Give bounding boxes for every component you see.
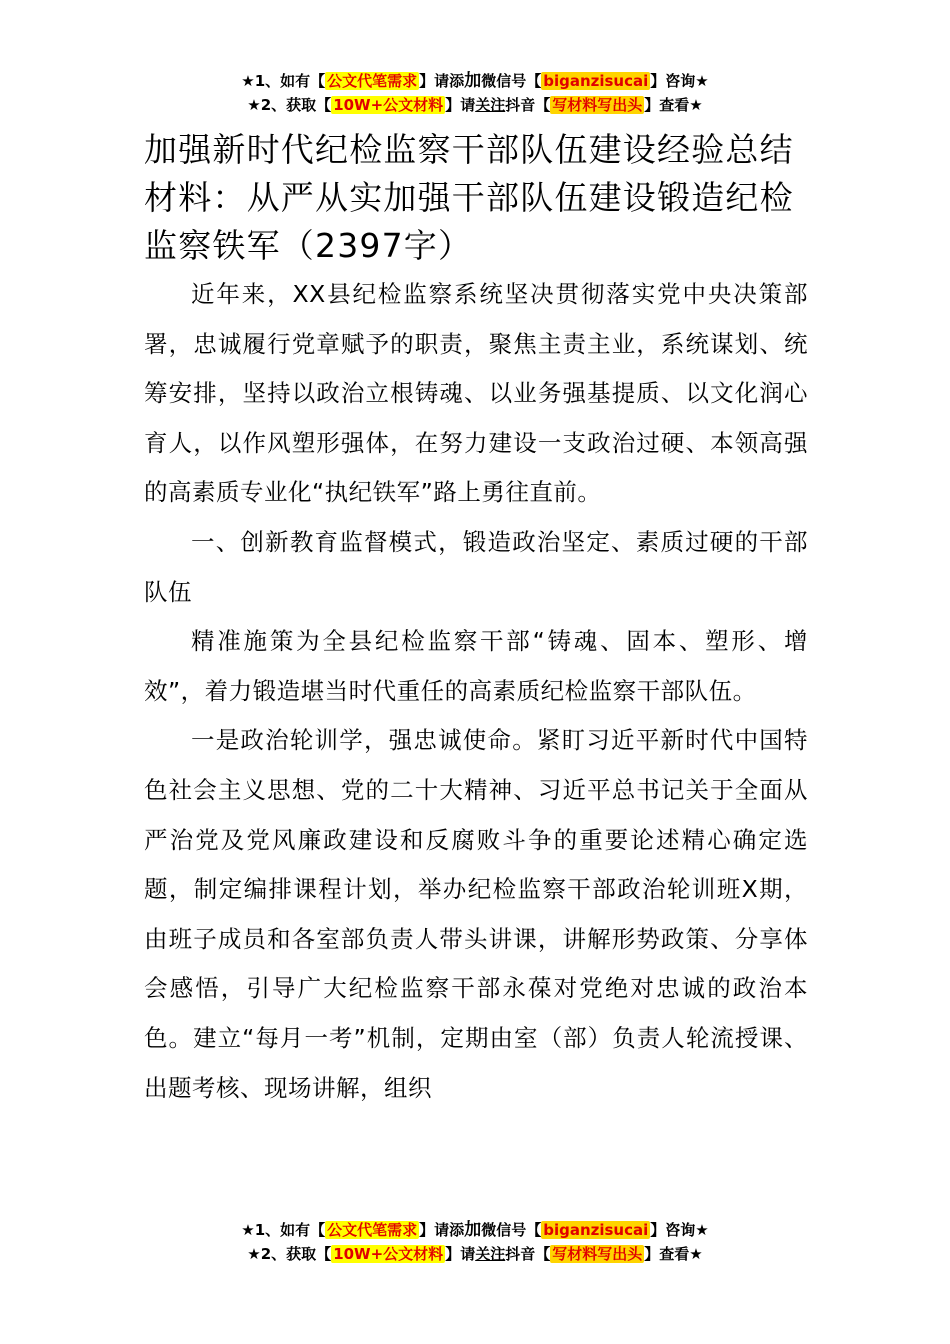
promo-douyin-id: 写材料写出头 — [552, 96, 643, 114]
promo-text: ★1、如有【 — [241, 1221, 326, 1239]
paragraph-item-1: 一是政治轮训学，强忠诚使命。紧盯习近平新时代中国特色社会主义思想、党的二十大精神、习近平总书记关于全面从严治党及党风廉政建设和反腐败斗争的重要论述精心确定选题，制定编排课程计划，举办纪检监察干部政治轮训班X期，由班子成员和各室部负责人带头讲课，讲解形势政策、分享体会感悟，引导广大纪检监察干部永葆对党绝对忠诚的政治本色。建立“每月一考”机制，定期由室（部）负责人轮流授课、出题考核、现场讲解，组织 — [144, 726, 808, 1102]
promo-text: 微信号【 — [481, 1221, 542, 1239]
promo-text: 加 — [464, 71, 482, 91]
promo-text: 抖音【 — [505, 1245, 551, 1263]
promo-text: 】查看★ — [644, 96, 703, 114]
promo-text: 关注 — [475, 96, 506, 114]
promo-highlight: 10W+公文材料 — [333, 96, 444, 114]
promo-text: 】请添 — [419, 1221, 465, 1239]
promo-text: ★2、获取【 — [247, 96, 332, 114]
promo-text: 微信号【 — [481, 72, 542, 90]
promo-wechat-id: biganzisucai — [543, 1221, 649, 1239]
promo-text: 抖音【 — [505, 96, 551, 114]
promo-highlight: 10W+公文材料 — [333, 1245, 444, 1263]
promo-line-2 — [0, 93, 950, 117]
promo-text: ★2、获取【 — [247, 1245, 332, 1263]
promo-text: 】查看★ — [644, 1245, 703, 1263]
promo-highlight: 公文代笔需求 — [327, 1221, 418, 1239]
promo-text: 】咨询★ — [650, 72, 709, 90]
document-body — [144, 270, 808, 1113]
promo-banner-bottom — [0, 1218, 950, 1266]
promo-text: 】请 — [445, 1245, 476, 1263]
promo-text: ★1、如有【 — [241, 72, 326, 90]
paragraph-intro: 近年来，XX县纪检监察系统坚决贯彻落实党中央决策部署，忠诚履行党章赋予的职责，聚焦主责主业，系统谋划、统筹安排，坚持以政治立根铸魂、以业务强基提质、以文化润心育人，以作风塑形强体，在努力建设一支政治过硬、本领高强的高素质专业化“执纪铁军”路上勇往直前。 — [144, 280, 808, 507]
promo-douyin-id: 写材料写出头 — [552, 1245, 643, 1263]
promo-wechat-id: biganzisucai — [543, 72, 649, 90]
promo-line-1 — [0, 69, 950, 93]
promo-line-2 — [0, 1242, 950, 1266]
promo-text: 】请添 — [419, 72, 465, 90]
document-title: 加强新时代纪检监察干部队伍建设经验总结材料：从严从实加强干部队伍建设锻造纪检监察铁军（2397字） — [144, 130, 794, 265]
promo-text: 】请 — [445, 96, 476, 114]
promo-text: 】咨询★ — [650, 1221, 709, 1239]
promo-line-1 — [0, 1218, 950, 1242]
section-heading-1: 一、创新教育监督模式，锻造政治坚定、素质过硬的干部队伍 — [144, 527, 808, 606]
paragraph-section-summary: 精准施策为全县纪检监察干部“铸魂、固本、塑形、增效”，着力锻造堪当时代重任的高素质纪检监察干部队伍。 — [144, 627, 808, 705]
promo-text: 加 — [464, 1220, 482, 1240]
promo-highlight: 公文代笔需求 — [327, 72, 418, 90]
promo-banner-top — [0, 69, 950, 117]
promo-text: 关注 — [475, 1245, 506, 1263]
